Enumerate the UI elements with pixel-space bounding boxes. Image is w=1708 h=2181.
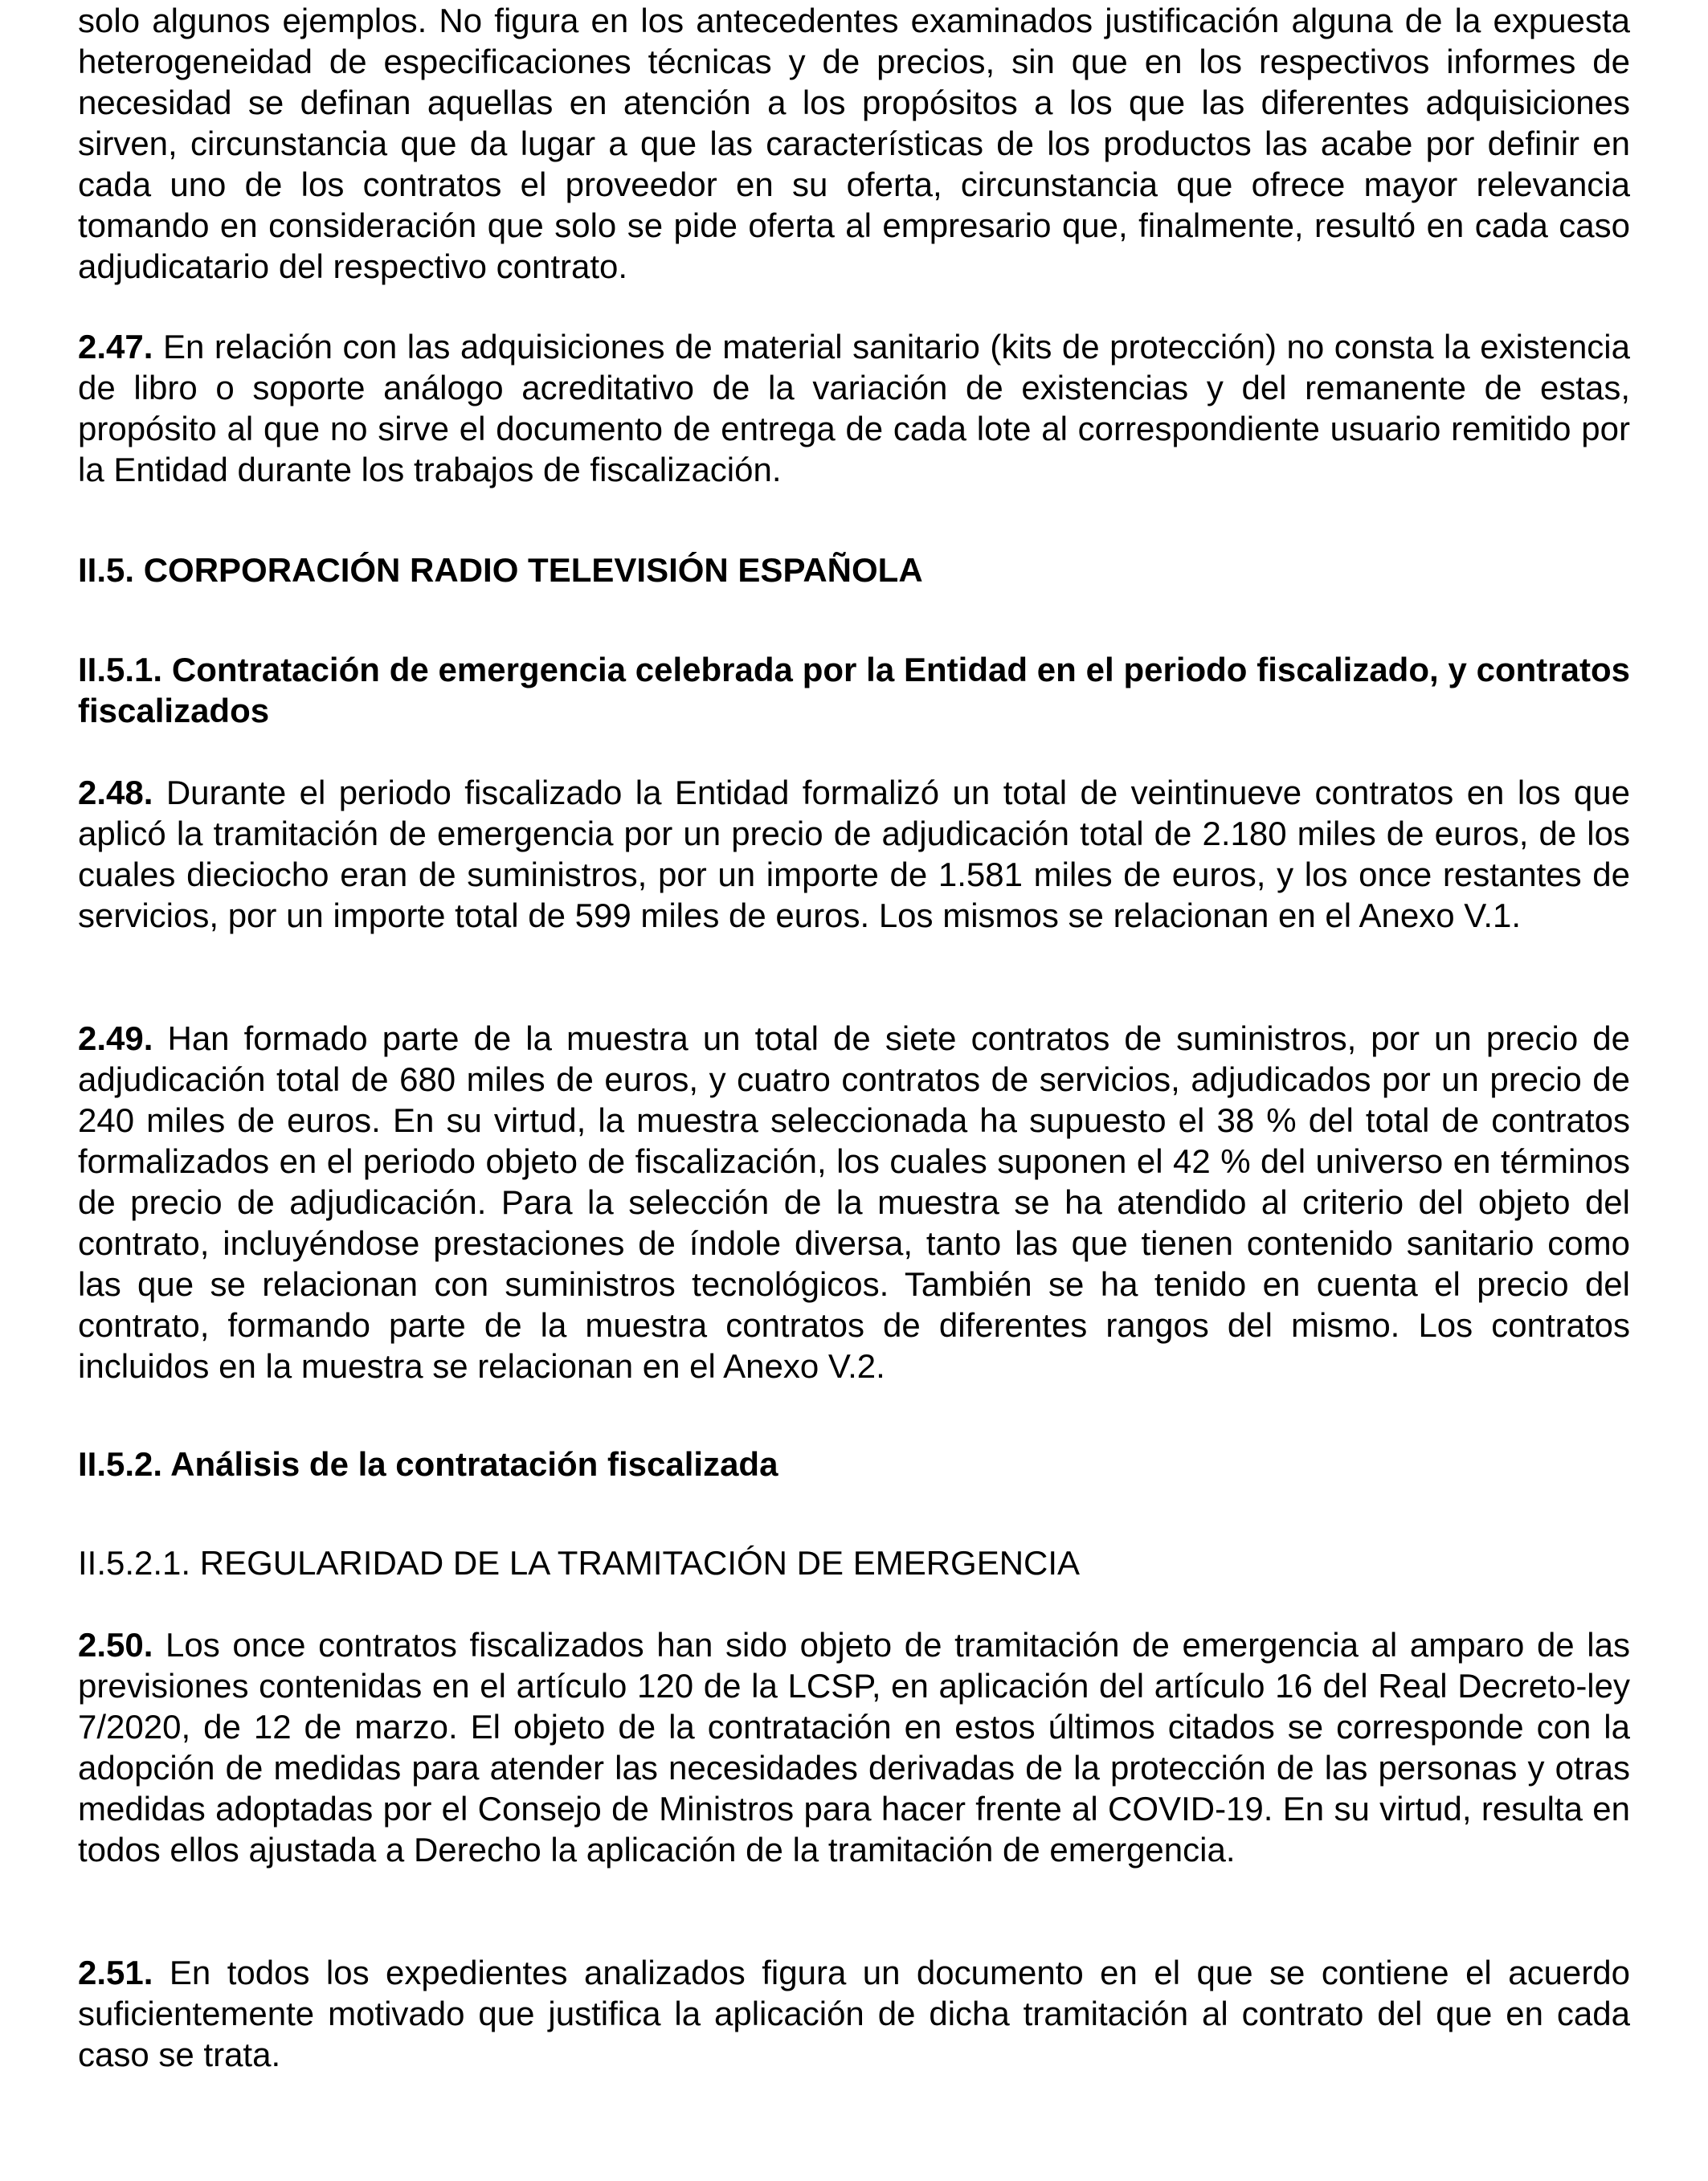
paragraph-number: 2.51. [78,1954,153,1991]
paragraph-2-47 [78,326,1630,490]
section-heading-ii-5: II.5. CORPORACIÓN RADIO TELEVISIÓN ESPAÑOLA [78,551,923,589]
paragraph-continuation [78,0,1630,287]
paragraph-2-50 [78,1624,1630,1870]
paragraph-number: 2.47. [78,328,153,366]
subsection-heading-ii-5-1: II.5.1. Contratación de emergencia celebrada por la Entidad en el periodo fiscalizado, y contratos fiscalizados [78,651,1630,729]
paragraph-text: solo algunos ejemplos. No figura en los antecedentes examinados justificación alguna de la expuesta heterogeneidad de especificaciones técnicas y de precios, sin que en los respectivos informes de necesidad se definan aquellas en atención a los propósitos a los que las diferentes adquisiciones sirven, circunstancia que da lugar a que las características de los productos las acabe por definir en cada uno de los contratos el proveedor en su oferta, circunstancia que ofrece mayor relevancia tomando en consideración que solo se pide oferta al empresario que, finalmente, resultó en cada caso adjudicatario del respectivo contrato. [78,2,1630,285]
paragraph-text: Durante el periodo fiscalizado la Entidad formalizó un total de veintinueve contratos en los que aplicó la tramitación de emergencia por un precio de adjudicación total de 2.180 miles de euros, de los cuales dieciocho eran de suministros, por un importe de 1.581 miles de euros, y los once restantes de servicios, por un importe total de 599 miles de euros. Los mismos se relacionan en el Anexo V.1. [78,774,1630,934]
paragraph-number: 2.48. [78,774,153,811]
subsection-heading-ii-5-2: II.5.2. Análisis de la contratación fiscalizada [78,1445,778,1483]
subsubsection-heading-ii-5-2-1: II.5.2.1. REGULARIDAD DE LA TRAMITACIÓN DE EMERGENCIA [78,1544,1081,1582]
paragraph-text: En todos los expedientes analizados figura un documento en el que se contiene el acuerdo suficientemente motivado que justifica la aplicación de dicha tramitación al contrato del que en cada caso se trata. [78,1954,1630,2073]
paragraph-text: Han formado parte de la muestra un total de siete contratos de suministros, por un precio de adjudicación total de 680 miles de euros, y cuatro contratos de servicios, adjudicados por un precio de 240 miles de euros. En su virtud, la muestra seleccionada ha supuesto el 38 % del total de contratos formalizados en el periodo objeto de fiscalización, los cuales suponen el 42 % del universo en términos de precio de adjudicación. Para la selección de la muestra se ha atendido al criterio del objeto del contrato, incluyéndose prestaciones de índole diversa, tanto las que tienen contenido sanitario como las que se relacionan con suministros tecnológicos. También se ha tenido en cuenta el precio del contrato, formando parte de la muestra contratos de diferentes rangos del mismo. Los contratos incluidos en la muestra se relacionan en el Anexo V.2. [78,1019,1630,1385]
paragraph-2-49 [78,1018,1630,1387]
paragraph-number: 2.50. [78,1626,153,1664]
paragraph-text: En relación con las adquisiciones de material sanitario (kits de protección) no consta la existencia de libro o soporte análogo acreditativo de la variación de existencias y del remanente de estas, propósito al que no sirve el documento de entrega de cada lote al correspondiente usuario remitido por la Entidad durante los trabajos de fiscalización. [78,328,1630,488]
paragraph-2-48 [78,772,1630,936]
paragraph-2-51 [78,1952,1630,2075]
paragraph-text: Los once contratos fiscalizados han sido objeto de tramitación de emergencia al amparo de las previsiones contenidas en el artículo 120 de la LCSP, en aplicación del artículo 16 del Real Decreto-ley 7/2020, de 12 de marzo. El objeto de la contratación en estos últimos citados se corresponde con la adopción de medidas para atender las necesidades derivadas de la protección de las personas y otras medidas adoptadas por el Consejo de Ministros para hacer frente al COVID-19. En su virtud, resulta en todos ellos ajustada a Derecho la aplicación de la tramitación de emergencia. [78,1626,1630,1869]
paragraph-number: 2.49. [78,1019,153,1057]
